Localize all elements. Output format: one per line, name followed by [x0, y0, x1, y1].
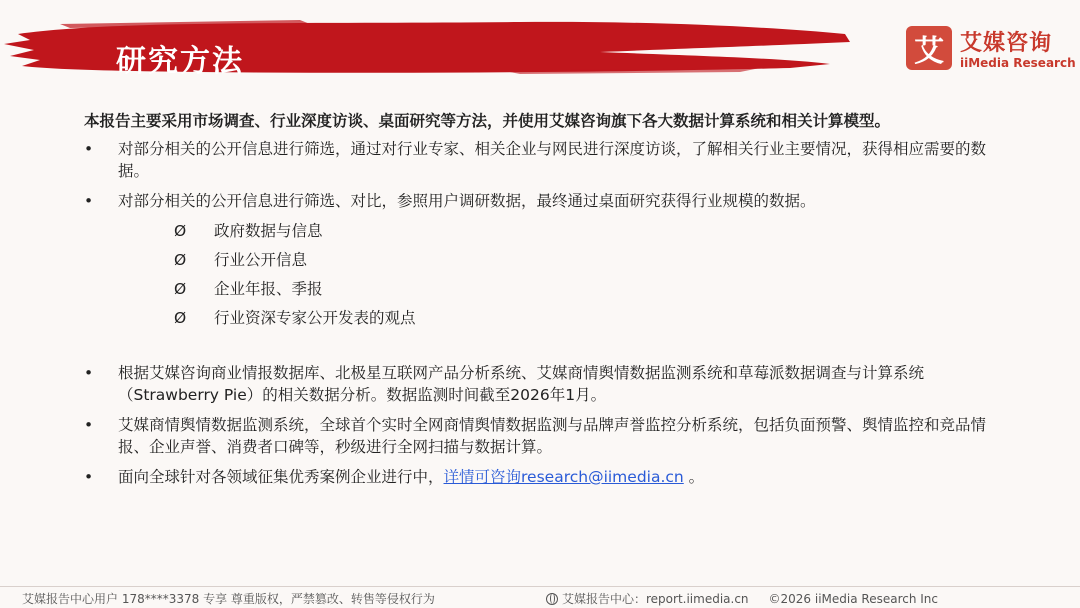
brand-name-cn: 艾媒咨询 — [960, 31, 1053, 56]
footer-report-site[interactable]: 艾媒报告中心：report.iimedia.cn — [562, 592, 749, 606]
spacer — [84, 336, 1014, 362]
sub-list-item — [174, 249, 1014, 278]
sub-list-item — [174, 278, 1014, 307]
footer-divider — [0, 586, 1080, 587]
main-content — [84, 110, 1014, 496]
sub-list-item — [174, 307, 1014, 336]
list-item-text: 对部分相关的公开信息进行筛选，通过对行业专家、相关企业与网民进行深度访谈，了解相关行业主要情况，获得相应需要的数据。 — [118, 140, 987, 180]
arrow-bullet-icon: Ø — [174, 280, 187, 298]
list-item-text: 面向全球针对各领域征集优秀案例企业进行中， — [118, 468, 444, 486]
bullet-icon: • — [84, 192, 94, 210]
list-item — [84, 414, 1014, 458]
sub-list-item-text: 企业年报、季报 — [214, 280, 323, 298]
bullet-icon: • — [84, 140, 94, 158]
list-item — [84, 190, 1014, 212]
intro-text: 本报告主要采用市场调查、行业深度访谈、桌面研究等方法，并使用艾媒咨询旗下各大数据计算系统和相关计算模型。 — [84, 112, 891, 130]
brand-logo-mark: 艾 — [906, 26, 952, 70]
title-banner — [0, 12, 860, 78]
list-item-text: 艾媒商情舆情数据监测系统，全球首个实时全网商情舆情数据监测与品牌声誉监控分析系统，包括负面预警、舆情监控和竞品情报、企业声誉、消费者口碑等，秒级进行全网扫描与数据计算。 — [118, 416, 987, 456]
footer-info — [546, 590, 938, 607]
list-item-suffix: 。 — [683, 468, 705, 486]
globe-icon — [546, 593, 558, 605]
brand-logo — [906, 26, 1076, 74]
arrow-bullet-icon: Ø — [174, 222, 187, 240]
list-item-text: 对部分相关的公开信息进行筛选、对比，参照用户调研数据，最终通过桌面研究获得行业规模的数据。 — [118, 192, 816, 210]
page-title: 研究方法 — [116, 44, 244, 79]
sub-list-item-text: 行业资深专家公开发表的观点 — [214, 309, 416, 327]
sub-list — [174, 220, 1014, 336]
bullet-icon: • — [84, 416, 94, 434]
list-item — [84, 466, 1014, 488]
bullet-icon: • — [84, 468, 94, 486]
arrow-bullet-icon: Ø — [174, 251, 187, 269]
sub-list-item-text: 行业公开信息 — [214, 251, 308, 269]
bullet-icon: • — [84, 364, 94, 382]
brand-name-en: iiMedia Research — [960, 56, 1076, 70]
footer-user-notice: 艾媒报告中心用户 178****3378 专享 尊重版权，严禁篡改、转售等侵权行为 — [22, 592, 435, 606]
list-item-text: 根据艾媒咨询商业情报数据库、北极星互联网产品分析系统、艾媒商情舆情数据监测系统和草莓派数据调查与计算系统（Strawberry Pie）的相关数据分析。数据监测时间截至2026年1月。 — [118, 364, 925, 404]
contact-email-link[interactable]: 详情可咨询research@iimedia.cn — [443, 468, 684, 486]
list-item — [84, 138, 1014, 182]
footer-copyright: ©2026 iiMedia Research Inc — [768, 592, 939, 606]
sub-list-item — [174, 220, 1014, 249]
arrow-bullet-icon: Ø — [174, 309, 187, 327]
sub-list-item-text: 政府数据与信息 — [214, 222, 323, 240]
list-item — [84, 362, 1014, 406]
